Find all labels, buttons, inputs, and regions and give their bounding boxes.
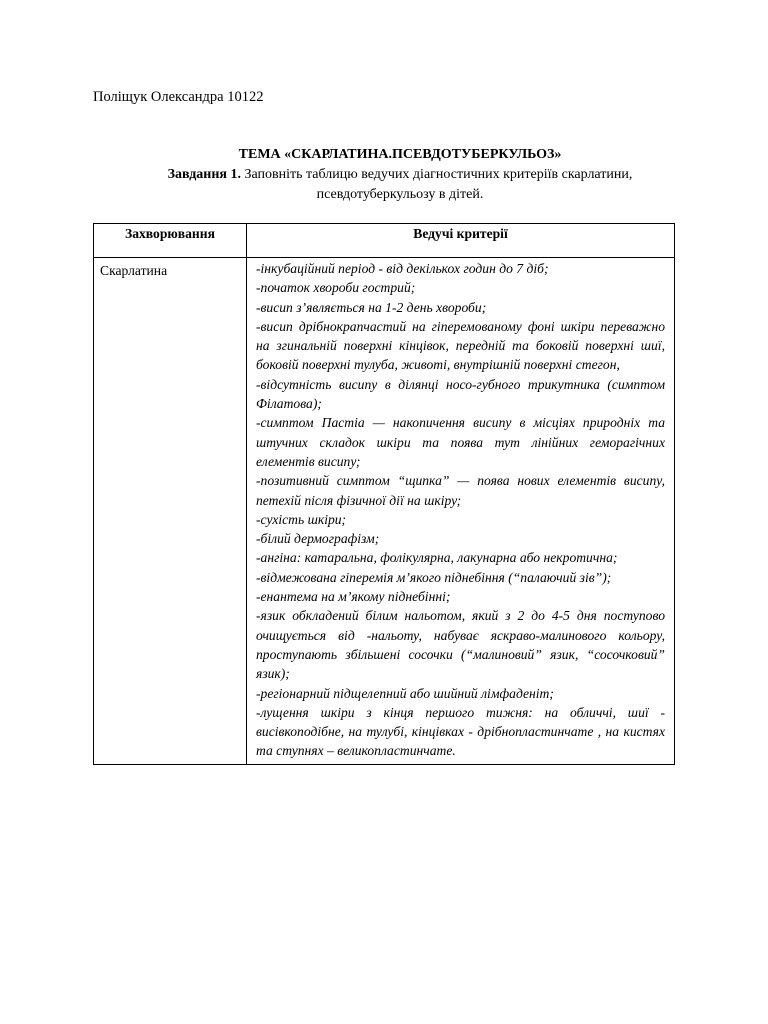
criteria-table — [93, 223, 675, 765]
criterion-item: -відмежована гіперемія м’якого піднебіння (“палаючий зів”); — [256, 569, 612, 585]
criterion-item: -енантема на м’якому піднебінні; — [256, 589, 451, 605]
table-row — [94, 258, 675, 765]
criterion-item: -висип з’являється на 1-2 день хвороби; — [256, 299, 487, 315]
criteria-cell — [247, 258, 675, 765]
header-criteria: Ведучі критерії — [247, 224, 675, 258]
criterion-item: -інкубаційний період - від декількох годин до 7 діб; — [256, 261, 549, 276]
criterion-item: -початок хвороби гострий; — [256, 280, 416, 296]
table-header-row — [94, 224, 675, 258]
task-statement — [110, 165, 690, 204]
criterion-item: -білий дермографізм; — [256, 531, 380, 547]
document-title: ТЕМА «СКАРЛАТИНА.ПСЕВДОТУБЕРКУЛЬОЗ» — [238, 147, 562, 162]
criterion-item: -ангіна: катаральна, фолікулярна, лакунарна або некротична; — [256, 550, 618, 566]
criterion-item: -відсутність висипу в ділянці носо-губного трикутника (симптом Філатова); — [256, 376, 665, 412]
task-text: Заповніть таблицю ведучих діагностичних критеріїв скарлатини, псевдотуберкульозу в дітей. — [240, 167, 633, 202]
criterion-item: -позитивний симптом “щипка” — поява нових елементів висипу, петехій після фізичної дії на шкіру; — [256, 473, 665, 508]
criterion-item: -регіонарний підщелепний або шийний лімфаденіт; — [256, 685, 554, 701]
author-line: Поліщук Олександра 10122 — [93, 89, 264, 105]
criterion-item: -симптом Пастіа — накопичення висипу в місціях природніх та штучних складок шкіри та поява тут лінійних геморагічних елементів висипу; — [256, 415, 665, 469]
disease-cell: Скарлатина — [94, 258, 247, 765]
criterion-item: -язик обкладений білим нальотом, який з 2 до 4-5 дня поступово очищується від -нальоту, набуває яскраво-малинового кольору, проступають збільшені сосочки (“малиновий” язик, “сосочковий” язик); — [256, 608, 665, 682]
criterion-item: -сухість шкіри; — [256, 511, 347, 527]
criterion-item: -лущення шкіри з кінця першого тижня: на обличчі, шиї - висівкоподібне, на тулубі, кінцівках - дрібнопластинчате , на кистях та ступнях – великопластинчате. — [256, 704, 665, 759]
criterion-item: -висип дрібнокрапчастий на гіперемованому фоні шкіри переважно на згинальній поверхні кінцівок, передній та боковій поверхні шиї, боковій поверхні тулуба, животі, внутрішній поверхні стегон, — [256, 318, 665, 373]
task-label: Завдання 1. — [167, 167, 241, 182]
header-disease: Захворювання — [94, 224, 247, 258]
